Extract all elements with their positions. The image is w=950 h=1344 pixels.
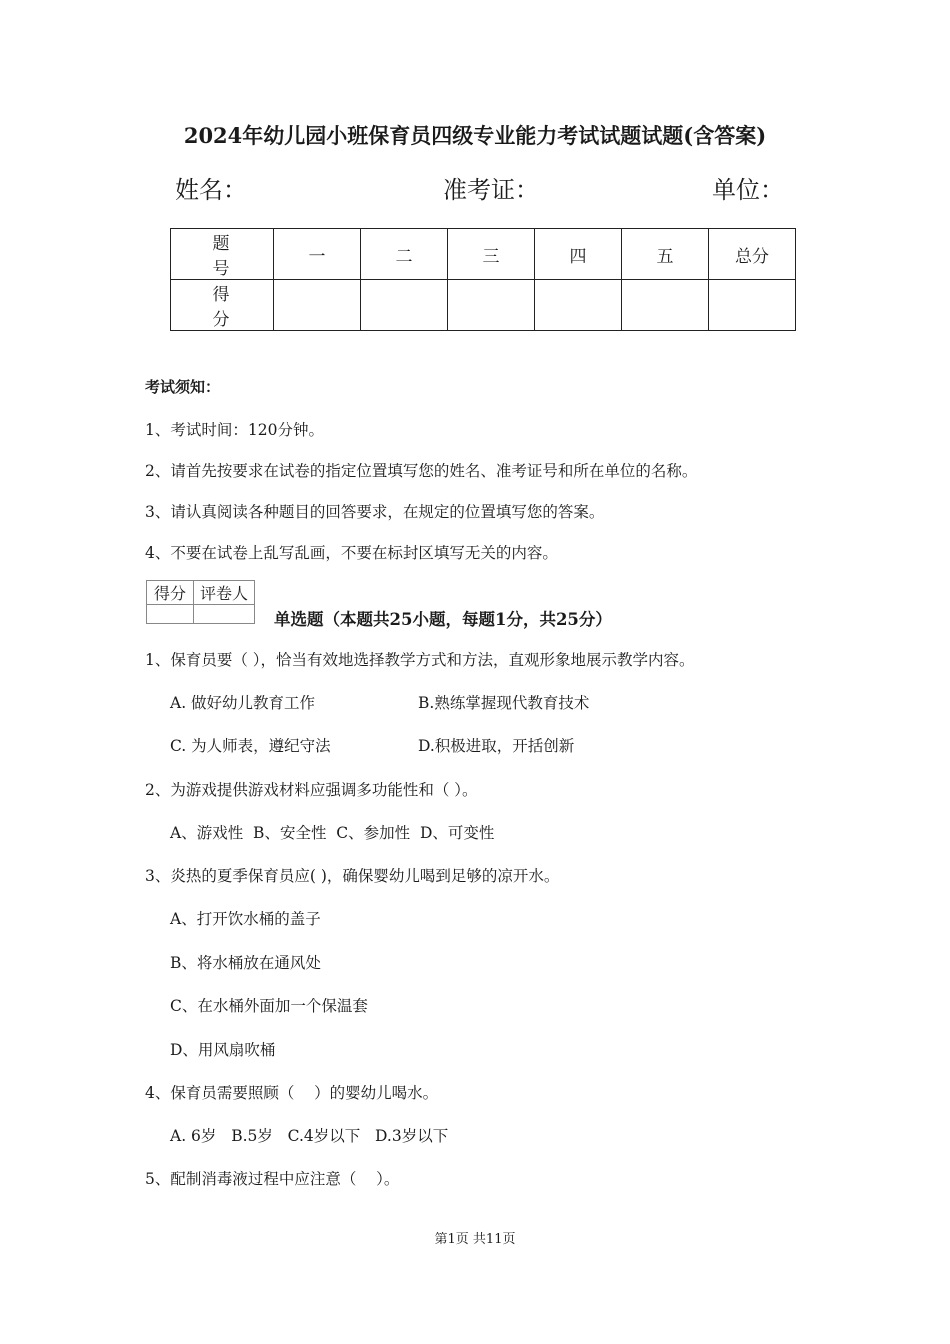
question-option: C. 为人师表，遵纪守法 <box>170 737 331 755</box>
score-cell <box>448 280 535 331</box>
question-stem: 4、保育员需要照顾（ ）的婴幼儿喝水。 <box>145 1084 439 1102</box>
score-header-cell: 四 <box>535 229 622 280</box>
question-option: A. 做好幼儿教育工作 <box>170 694 316 712</box>
question-option: D、用风扇吹桶 <box>170 1041 276 1059</box>
question-option: B.熟练掌握现代教育技术 <box>418 694 590 712</box>
score-cell <box>274 280 361 331</box>
score-cell <box>709 280 796 331</box>
unit-label: 单位： <box>712 176 784 204</box>
section-title: 单选题（本题共25小题，每题1分，共25分） <box>274 610 612 629</box>
score-table <box>170 228 796 331</box>
question-stem: 2、为游戏提供游戏材料应强调多功能性和（ ）。 <box>145 781 478 799</box>
score-cell <box>535 280 622 331</box>
score-header-cell: 五 <box>622 229 709 280</box>
score-header-cell: 一 <box>274 229 361 280</box>
note-item: 4、不要在试卷上乱写乱画，不要在标封区填写无关的内容。 <box>145 544 558 562</box>
question-option: A、打开饮水桶的盖子 <box>170 910 321 928</box>
page-footer: 第1页 共11页 <box>434 1232 516 1247</box>
score-header-cell: 题 号 <box>171 229 274 280</box>
note-item: 1、考试时间：120分钟。 <box>145 421 324 439</box>
question-option: A. 6岁 B.5岁 C.4岁以下 D.3岁以下 <box>170 1127 449 1145</box>
question-stem: 1、保育员要（ ），恰当有效地选择教学方式和方法，直观形象地展示教学内容。 <box>145 651 695 669</box>
exam-id-label: 准考证： <box>443 176 539 204</box>
grader-reviewer-label: 评卷人 <box>194 581 255 605</box>
score-header-cell: 三 <box>448 229 535 280</box>
score-table-header-row <box>171 229 796 280</box>
question-option: D.积极进取，开括创新 <box>418 737 575 755</box>
page-title: 2024年幼儿园小班保育员四级专业能力考试试题试题(含答案) <box>183 123 767 148</box>
score-table-score-row <box>171 280 796 331</box>
note-item: 2、请首先按要求在试卷的指定位置填写您的姓名、准考证号和所在单位的名称。 <box>145 462 698 480</box>
note-item: 3、请认真阅读各种题目的回答要求，在规定的位置填写您的答案。 <box>145 503 605 521</box>
question-stem: 3、炎热的夏季保育员应( )，确保婴幼儿喝到足够的凉开水。 <box>145 867 560 885</box>
question-option: B、将水桶放在通风处 <box>170 954 321 972</box>
grader-score-label: 得分 <box>147 581 194 605</box>
score-row-label: 得 分 <box>171 280 274 331</box>
question-option: C、在水桶外面加一个保温套 <box>170 997 368 1015</box>
score-cell <box>622 280 709 331</box>
name-label: 姓名： <box>175 176 247 204</box>
grader-score-cell <box>147 605 194 624</box>
grader-box <box>146 580 255 624</box>
question-option: A、游戏性 B、安全性 C、参加性 D、可变性 <box>170 824 495 842</box>
grader-reviewer-cell <box>194 605 255 624</box>
score-header-cell: 总分 <box>709 229 796 280</box>
notes-heading: 考试须知： <box>145 378 221 396</box>
score-cell <box>361 280 448 331</box>
question-stem: 5、配制消毒液过程中应注意（ ）。 <box>145 1170 400 1188</box>
score-header-cell: 二 <box>361 229 448 280</box>
